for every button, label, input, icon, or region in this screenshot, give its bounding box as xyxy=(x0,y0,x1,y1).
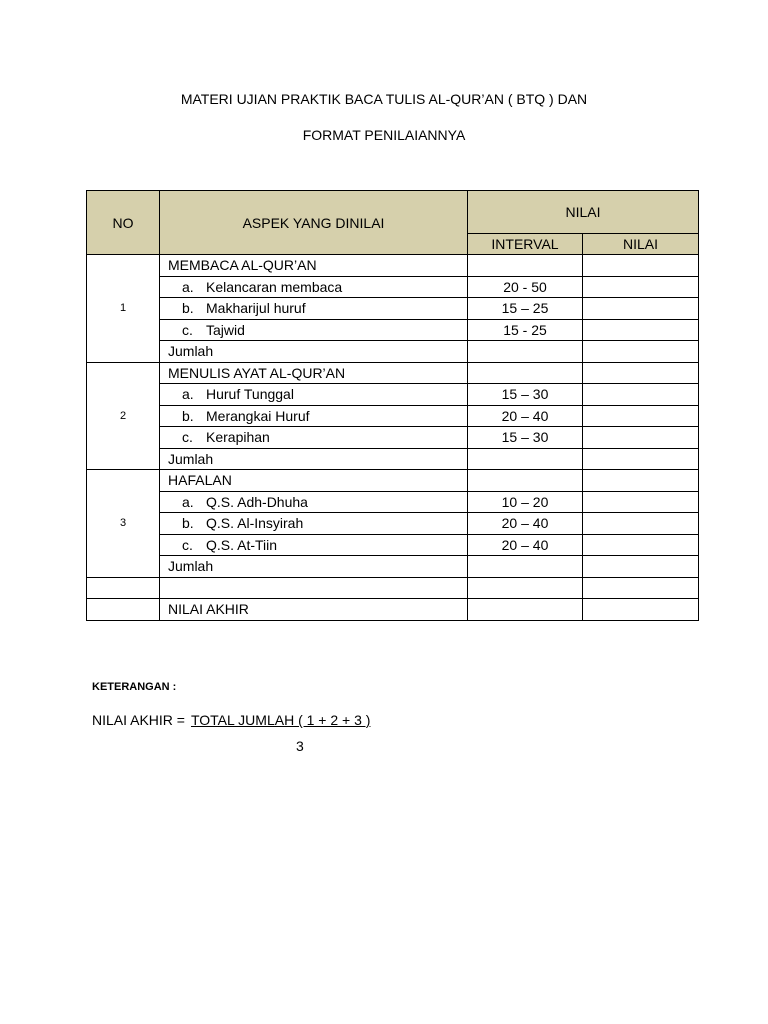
header-nilai-sub: NILAI xyxy=(583,234,699,255)
interval-cell: 15 – 30 xyxy=(468,427,583,449)
total-label: Jumlah xyxy=(160,556,468,578)
table-row xyxy=(87,491,699,513)
table-row xyxy=(87,470,699,492)
interval-cell xyxy=(468,470,583,492)
table-row-final xyxy=(87,599,699,621)
empty-cell xyxy=(87,599,160,621)
section-number: 2 xyxy=(87,362,160,470)
score-cell xyxy=(583,384,699,406)
score-cell xyxy=(583,534,699,556)
aspect-item: a. Huruf Tunggal xyxy=(160,384,468,406)
table-row xyxy=(87,513,699,535)
table-row xyxy=(87,298,699,320)
section-title: HAFALAN xyxy=(160,470,468,492)
document-title-line-1: MATERI UJIAN PRAKTIK BACA TULIS AL-QUR’AN ( BTQ ) DAN xyxy=(180,91,588,107)
interval-cell xyxy=(468,448,583,470)
score-cell xyxy=(583,427,699,449)
empty-cell xyxy=(160,577,468,599)
table-row xyxy=(87,405,699,427)
score-cell xyxy=(583,255,699,277)
interval-cell: 15 – 25 xyxy=(468,298,583,320)
empty-cell xyxy=(583,577,699,599)
assessment-table xyxy=(86,190,699,621)
table-row xyxy=(87,319,699,341)
score-cell xyxy=(583,319,699,341)
interval-cell: 20 – 40 xyxy=(468,513,583,535)
section-title: MEMBACA AL-QUR’AN xyxy=(160,255,468,277)
interval-cell: 20 – 40 xyxy=(468,405,583,427)
table-row xyxy=(87,534,699,556)
score-cell xyxy=(583,276,699,298)
score-cell xyxy=(583,341,699,363)
table-row-blank xyxy=(87,577,699,599)
aspect-item: a. Q.S. Adh-Dhuha xyxy=(160,491,468,513)
score-cell xyxy=(583,491,699,513)
formula xyxy=(92,712,370,728)
section-number: 1 xyxy=(87,255,160,363)
interval-cell: 10 – 20 xyxy=(468,491,583,513)
interval-cell: 15 – 30 xyxy=(468,384,583,406)
aspect-item: b. Q.S. Al-Insyirah xyxy=(160,513,468,535)
interval-cell xyxy=(468,556,583,578)
formula-denominator: 3 xyxy=(296,738,304,754)
final-score-label: NILAI AKHIR xyxy=(160,599,468,621)
interval-cell xyxy=(468,362,583,384)
interval-cell: 20 - 50 xyxy=(468,276,583,298)
header-aspek: ASPEK YANG DINILAI xyxy=(160,191,468,255)
aspect-item: a. Kelancaran membaca xyxy=(160,276,468,298)
keterangan-label: KETERANGAN : xyxy=(92,681,177,693)
aspect-item: b. Merangkai Huruf xyxy=(160,405,468,427)
section-title: MENULIS AYAT AL-QUR’AN xyxy=(160,362,468,384)
header-no: NO xyxy=(87,191,160,255)
aspect-item: c. Q.S. At-Tiin xyxy=(160,534,468,556)
formula-label: NILAI AKHIR = xyxy=(92,712,185,728)
score-cell xyxy=(583,513,699,535)
interval-cell xyxy=(468,341,583,363)
total-label: Jumlah xyxy=(160,448,468,470)
header-interval: INTERVAL xyxy=(468,234,583,255)
aspect-item: c. Kerapihan xyxy=(160,427,468,449)
header-nilai: NILAI xyxy=(468,191,699,234)
table-row xyxy=(87,341,699,363)
interval-cell: 20 – 40 xyxy=(468,534,583,556)
table-row xyxy=(87,448,699,470)
aspect-item: c. Tajwid xyxy=(160,319,468,341)
total-label: Jumlah xyxy=(160,341,468,363)
interval-cell: 15 - 25 xyxy=(468,319,583,341)
empty-cell xyxy=(468,577,583,599)
score-cell xyxy=(583,362,699,384)
aspect-item: b. Makharijul huruf xyxy=(160,298,468,320)
table-row xyxy=(87,556,699,578)
table-row xyxy=(87,362,699,384)
section-number: 3 xyxy=(87,470,160,578)
table-row xyxy=(87,384,699,406)
table-row xyxy=(87,276,699,298)
score-cell xyxy=(583,599,699,621)
score-cell xyxy=(583,556,699,578)
score-cell xyxy=(583,470,699,492)
document-title-line-2: FORMAT PENILAIANNYA xyxy=(302,127,466,143)
interval-cell xyxy=(468,599,583,621)
score-cell xyxy=(583,405,699,427)
table-row xyxy=(87,255,699,277)
table-row xyxy=(87,427,699,449)
score-cell xyxy=(583,298,699,320)
interval-cell xyxy=(468,255,583,277)
formula-numerator: TOTAL JUMLAH ( 1 + 2 + 3 ) xyxy=(190,712,371,728)
empty-cell xyxy=(87,577,160,599)
score-cell xyxy=(583,448,699,470)
